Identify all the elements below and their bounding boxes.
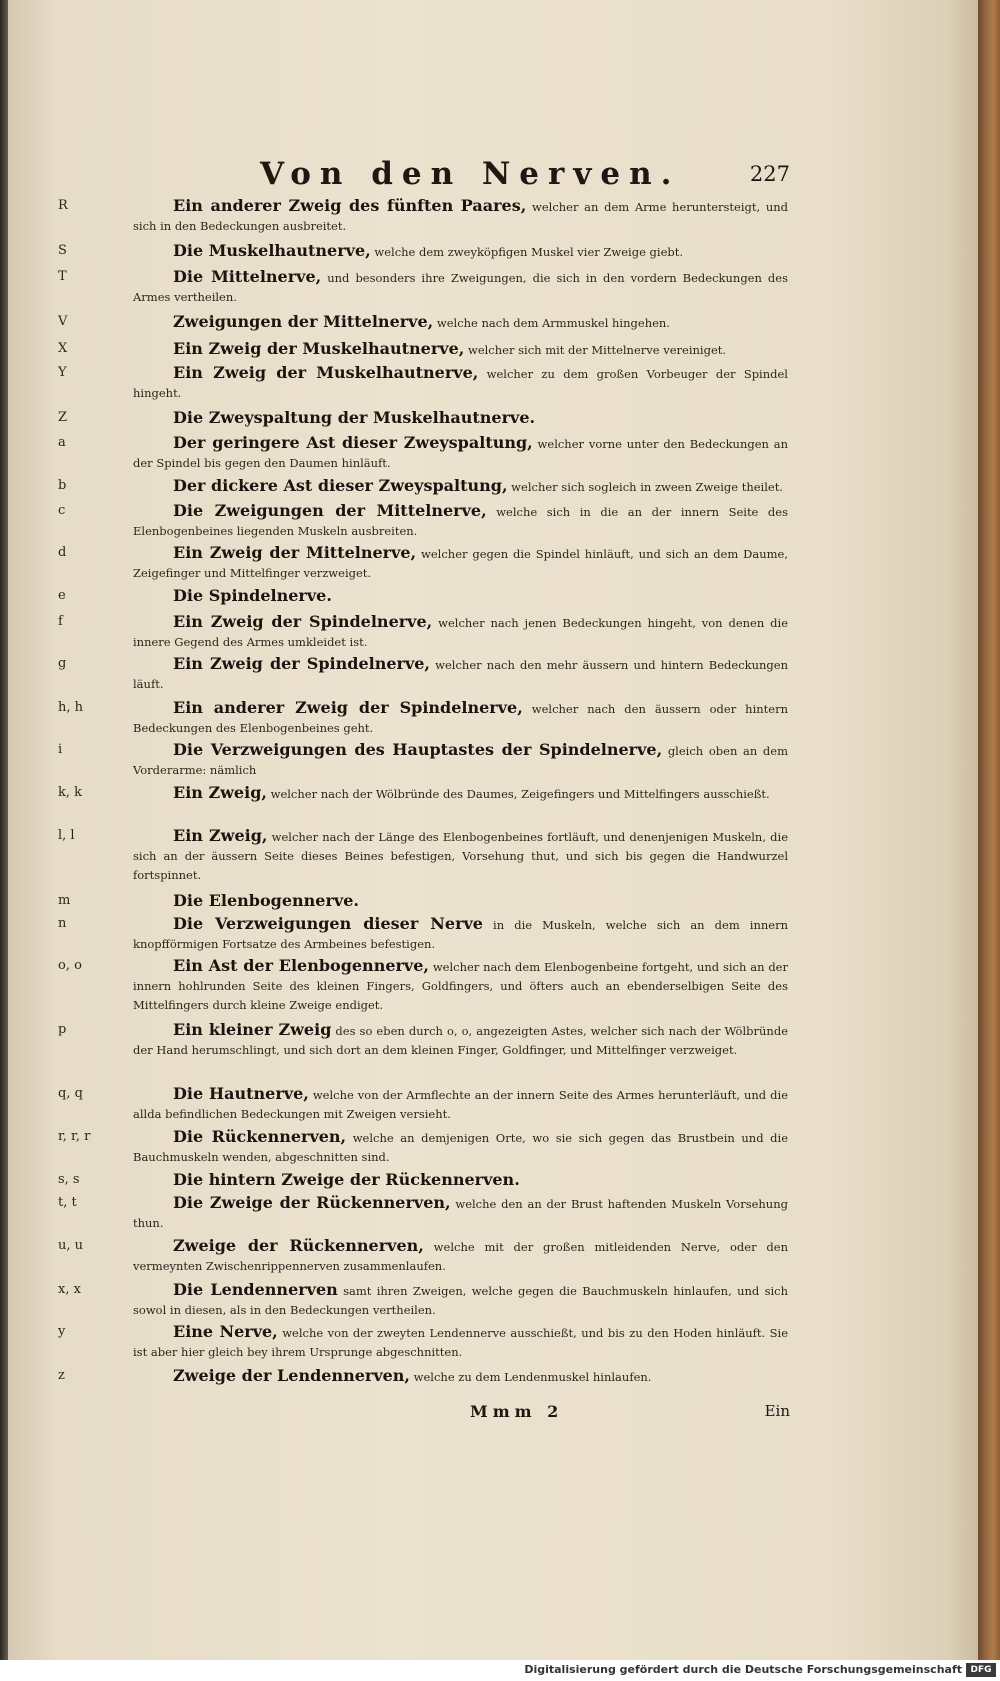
entry-description: welche an demjenigen Orte, wo sie sich gegen das Brustbein und die Bauchmuskeln wenden, abgeschnitten sind. [133,1131,788,1164]
page-header [40,150,790,194]
entry-description: welcher gegen die Spindel hinläuft, und sich an dem Daume, Zeigefinger und Mittelfinger verzweiget. [133,547,788,580]
entry-text [133,408,788,429]
entry-term: Die Mittelnerve, [173,267,322,286]
entry-letter: f [58,614,63,629]
entry-text [133,1127,788,1167]
book-cover-edge [978,0,1000,1660]
entry-letter: r, r, r [58,1129,91,1144]
entry-term: Die Zweigungen der Mittelnerve, [173,501,487,520]
entry-letter: V [58,314,68,329]
entry-description: welche von der Armflechte an der innern Seite des Armes herunterläuft, und die allda befindlichen Bedeckungen mit Zweigen versieht. [133,1088,789,1121]
entry-text [133,1366,788,1387]
entry-description: welcher nach jenen Bedeckungen hingeht, von denen die innere Gegend des Armes umkleidet ist. [133,616,789,649]
entry-description: welche von der zweyten Lendennerve ausschießt, und bis zu den Hoden hinläuft. Sie ist aber hier gleich bey ihrem Ursprunge abgeschnitten. [133,1326,788,1359]
entry-description: gleich oben an dem Vorderarme: nämlich [133,744,789,777]
entry-description: welcher vorne unter den Bedeckungen an der Spindel bis gegen den Daumen hinläuft. [133,437,788,470]
entry-term: Zweigungen der Mittelnerve, [173,312,434,331]
entry-letter: e [58,588,66,603]
entry-letter: n [58,916,67,931]
entry-text [133,476,788,497]
entry-term: Ein Zweig der Spindelnerve, [173,654,430,673]
entry-term: Die Muskelhautnerve, [173,241,371,260]
entry-text [133,363,788,403]
entry-description: welcher an dem Arme heruntersteigt, und sich in den Bedeckungen ausbreitet. [133,200,788,233]
entry-letter: d [58,545,67,560]
entry-term: Zweige der Rückennerven, [173,1236,424,1255]
entry-letter: y [58,1324,66,1339]
entry-letter: Z [58,410,68,425]
entry-text [133,501,788,541]
entry-term: Ein Zweig, [173,783,267,802]
entry-text [133,826,788,885]
catchword: Ein [764,1402,790,1420]
entry-description: welche dem zweyköpfigen Muskel vier Zweige giebt. [370,245,684,259]
entry-letter: l, l [58,828,75,843]
book-binding [0,0,8,1660]
entry-letter: a [58,435,66,450]
entry-text [133,1020,788,1060]
entry-term: Der geringere Ast dieser Zweyspaltung, [173,433,533,452]
entry-description: welche mit der großen mitleidenden Nerve, oder den vermeynten Zwischenrippennerven zusammenlaufen. [133,1240,788,1273]
entry-text [133,783,788,804]
entry-term: Die Rückennerven, [173,1127,347,1146]
entry-description: in die Muskeln, welche sich an dem innern knopfförmigen Fortsatze des Armbeines befestigen. [133,918,788,951]
entry-text [133,698,788,738]
entry-term: Ein Zweig der Spindelnerve, [173,612,433,631]
running-title: Von den Nerven. [260,156,681,192]
entry-term: Zweige der Lendennerven, [173,1366,410,1385]
entry-description: welche den an der Brust haftenden Muskeln Vorsehung thun. [133,1197,788,1230]
entry-description: samt ihren Zweigen, welche gegen die Bauchmuskeln hinlaufen, und sich sowol in diesen, als in den Bedeckungen vertheilen. [133,1284,788,1317]
entry-letter: o, o [58,958,82,973]
entry-description: welche nach dem Armmuskel hingehen. [433,316,670,330]
entry-term: Die Verzweigungen des Hauptastes der Spindelnerve, [173,740,663,759]
page-number: 227 [749,162,790,186]
entry-letter: X [58,341,68,356]
printer-signature: Mmm 2 [470,1402,564,1421]
entry-description: welcher nach der Wölbründe des Daumes, Zeigefingers und Mittelfingers ausschießt. [266,787,770,801]
entry-term: Die hintern Zweige der Rückennerven. [173,1170,520,1189]
entry-letter: g [58,656,67,671]
entry-term: Ein anderer Zweig der Spindelnerve, [173,698,523,717]
entry-term: Die Lendennerven [173,1280,338,1299]
entry-term: Ein Ast der Elenbogennerve, [173,956,429,975]
entry-text [133,267,788,307]
entry-letter: Y [58,365,67,380]
entry-text [133,543,788,583]
entry-text [133,914,788,954]
entry-term: Die Verzweigungen dieser Nerve [173,914,483,933]
entry-description: welcher nach dem Elenbogenbeine fortgeht, und sich an der innern hohlrunden Seite des kleinen Fingers, Goldfingers, und öfters auch an ebenderselbigen Seite des Mittelfingers durch kleine Zweige endiget. [133,960,788,1012]
entry-term: Die Zweyspaltung der Muskelhautnerve. [173,408,536,427]
entry-term: Ein Zweig der Muskelhautnerve, [173,363,479,382]
entry-letter: i [58,742,63,757]
entry-text [133,1170,788,1191]
dfg-logo: DFG [966,1663,996,1677]
entry-term: Ein Zweig der Mittelnerve, [173,543,417,562]
entry-text [133,612,788,652]
entry-text [133,433,788,473]
entry-text [133,1084,788,1124]
entry-description: welche sich in die an der innern Seite des Elenbogenbeines liegenden Muskeln ausbreiten. [133,505,788,538]
entry-term: Die Zweige der Rückennerven, [173,1193,451,1212]
entry-letter: S [58,243,67,258]
entry-text [133,740,788,780]
entry-letter: T [58,269,67,284]
entry-text [133,956,788,1015]
entry-text [133,241,788,262]
entry-text [133,1193,788,1233]
entry-letter: u, u [58,1238,84,1253]
entry-term: Der dickere Ast dieser Zweyspaltung, [173,476,508,495]
entry-letter: h, h [58,700,84,715]
entry-letter: z [58,1368,65,1383]
credit-text: Digitalisierung gefördert durch die Deutsche Forschungsgemeinschaft [524,1663,962,1676]
entry-text [133,654,788,694]
entry-description: welcher sich mit der Mittelnerve vereiniget. [464,343,727,357]
entry-term: Die Hautnerve, [173,1084,309,1103]
entry-text [133,1280,788,1320]
entry-term: Ein anderer Zweig des fünften Paares, [173,196,527,215]
entry-letter: t, t [58,1195,77,1210]
entry-term: Ein Zweig der Muskelhautnerve, [173,339,465,358]
digitization-credit-bar [0,1660,1000,1681]
entry-text [133,1322,788,1362]
entry-description: des so eben durch o, o, angezeigten Astes, welcher sich nach der Wölbründe der Hand herumschlingt, und sich dort an dem kleinen Finger, Goldfinger, und Mittelfinger verzweiget. [133,1024,788,1057]
entry-letter: k, k [58,785,83,800]
entry-letter: c [58,503,66,518]
entry-text [133,312,788,333]
page-footer [40,1400,790,1430]
entry-term: Ein Zweig, [173,826,268,845]
entry-description: welcher zu dem großen Vorbeuger der Spindel hingeht. [133,367,788,400]
entry-term: Die Spindelnerve. [173,586,332,605]
entry-text [133,196,788,236]
entry-letter: b [58,478,67,493]
entry-text [133,339,788,360]
entry-text [133,891,788,912]
entry-letter: x, x [58,1282,81,1297]
entry-letter: p [58,1022,67,1037]
entry-letter: s, s [58,1172,80,1187]
entry-letter: R [58,198,68,213]
entry-letter: q, q [58,1086,83,1101]
entry-term: Die Elenbogennerve. [173,891,359,910]
entry-term: Eine Nerve, [173,1322,278,1341]
entry-description: und besonders ihre Zweigungen, die sich in den vordern Bedeckungen des Armes vertheilen. [133,271,788,304]
entry-description: welche zu dem Lendenmuskel hinlaufen. [410,1370,652,1384]
entry-text [133,586,788,607]
entry-text [133,1236,788,1276]
entry-description: welcher nach der Länge des Elenbogenbeines fortläuft, und denenjenigen Muskeln, die sich an der äussern Seite dieses Beines befestigen, Vorsehung thut, und sich bis gegen die Handwurzel fortspinnet. [133,830,789,882]
entry-letter: m [58,893,71,908]
entry-description: welcher sich sogleich in zween Zweige theilet. [507,480,783,494]
entry-description: welcher nach den äussern oder hintern Bedeckungen des Elenbogenbeines geht. [133,702,789,735]
entry-term: Ein kleiner Zweig [173,1020,332,1039]
entry-description: welcher nach den mehr äussern und hintern Bedeckungen läuft. [133,658,788,691]
